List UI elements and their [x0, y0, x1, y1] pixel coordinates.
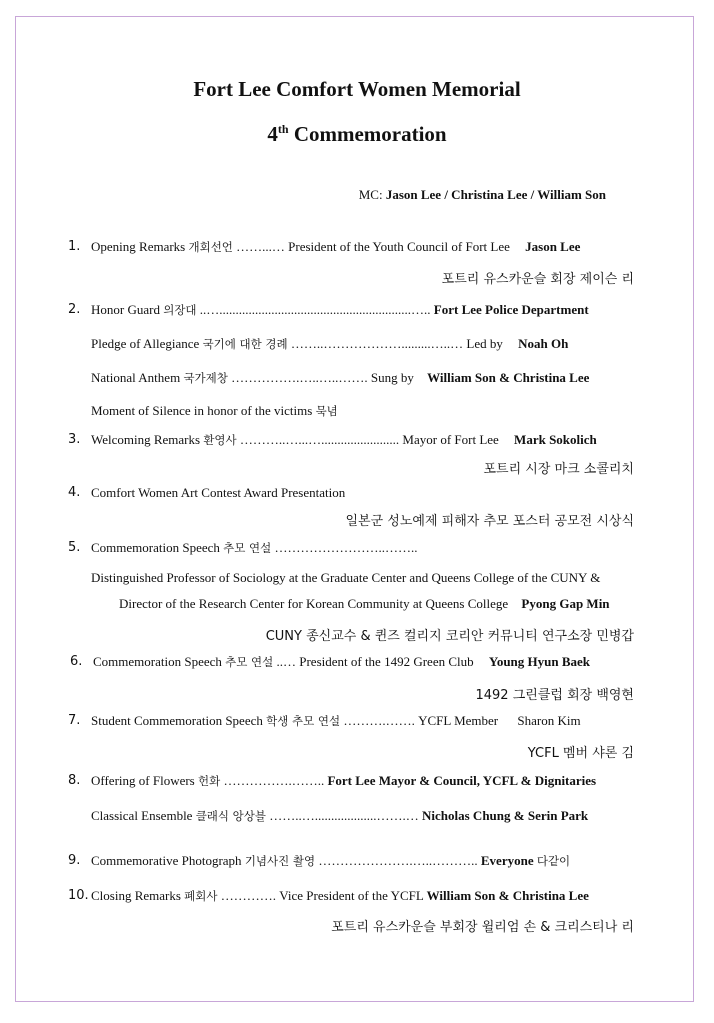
program-item: Closing Remarks 폐회사 …………. Vice President of the YCFL William Son & Christina Lee: [91, 888, 589, 903]
korean-line: CUNY 종신교수 & 퀸즈 컬리지 코리안 커뮤니티 연구소장 민병갑: [265, 629, 634, 644]
program-subitem: Pledge of Allegiance 국기에 대한 경례 ……..……………….........…..… Led by Noah Oh: [91, 336, 569, 351]
mc-line: MC: Jason Lee / Christina Lee / William Son: [358, 187, 606, 202]
program-subitem: Classical Ensemble 클래식 앙상블 ……..…...................…….… Nicholas Chung & Serin Park: [91, 808, 589, 823]
program-item: Welcoming Remarks 환영사 ………..…...…........................ Mayor of Fort Lee Mark Sokolich: [91, 432, 597, 447]
item-number: 3.: [68, 432, 81, 447]
korean-line: 1492 그린클럽 회장 백영현: [475, 688, 634, 703]
item-number: 1.: [68, 239, 81, 254]
item-number: 8.: [68, 773, 81, 788]
korean-line: 포트리 유스카운슬 회장 제이슨 리: [441, 272, 634, 287]
item-number: 10.: [68, 888, 89, 903]
page-subtitle: 4th Commemoration: [267, 122, 447, 146]
korean-line: YCFL 멤버 샤론 김: [527, 746, 634, 761]
program-item: Commemoration Speech 추모 연설 ..… President of the 1492 Green Club Young Hyun Baek: [93, 654, 591, 669]
korean-line: 포트리 유스카운슬 부회장 윌리엄 손 & 크리스티나 리: [331, 920, 634, 935]
program-item: Offering of Flowers 헌화 …………….…….. Fort Lee Mayor & Council, YCFL & Dignitaries: [91, 773, 597, 788]
program-item: Commemorative Photograph 기념사진 촬영 ………………….…..……….. Everyone 다같이: [91, 853, 571, 868]
program-item: Comfort Women Art Contest Award Presentation: [91, 485, 346, 500]
program-item: Commemoration Speech 추모 연설 ……………………..……..: [91, 540, 418, 555]
item-number: 5.: [68, 540, 81, 555]
program-item: Student Commemoration Speech 학생 추모 연설 ……….……. YCFL Member Sharon Kim: [91, 713, 581, 728]
korean-line: 포트리 시장 마크 소콜리치: [483, 462, 634, 477]
item-number: 6.: [70, 654, 83, 669]
program-subitem: Moment of Silence in honor of the victims 묵념: [91, 403, 338, 418]
program-item: Honor Guard 의장대 ..…...........................................................….. Fort Lee Police Department: [91, 302, 589, 317]
program-item: Opening Remarks 개회선언 ……...… President of the Youth Council of Fort Lee Jason Lee: [91, 239, 581, 254]
item-number: 9.: [68, 853, 81, 868]
speaker-description: Distinguished Professor of Sociology at the Graduate Center and Queens College of the CUNY &: [91, 570, 601, 585]
korean-line: 일본군 성노예제 피해자 추모 포스터 공모전 시상식: [345, 514, 634, 529]
item-number: 2.: [68, 302, 81, 317]
page-title: Fort Lee Comfort Women Memorial: [193, 77, 521, 101]
item-number: 7.: [68, 713, 81, 728]
program-subitem: National Anthem 국가제창 …………….…..…..……. Sung by William Son & Christina Lee: [91, 370, 590, 385]
speaker-description: Director of the Research Center for Korean Community at Queens College Pyong Gap Min: [119, 596, 610, 611]
item-number: 4.: [68, 485, 81, 500]
